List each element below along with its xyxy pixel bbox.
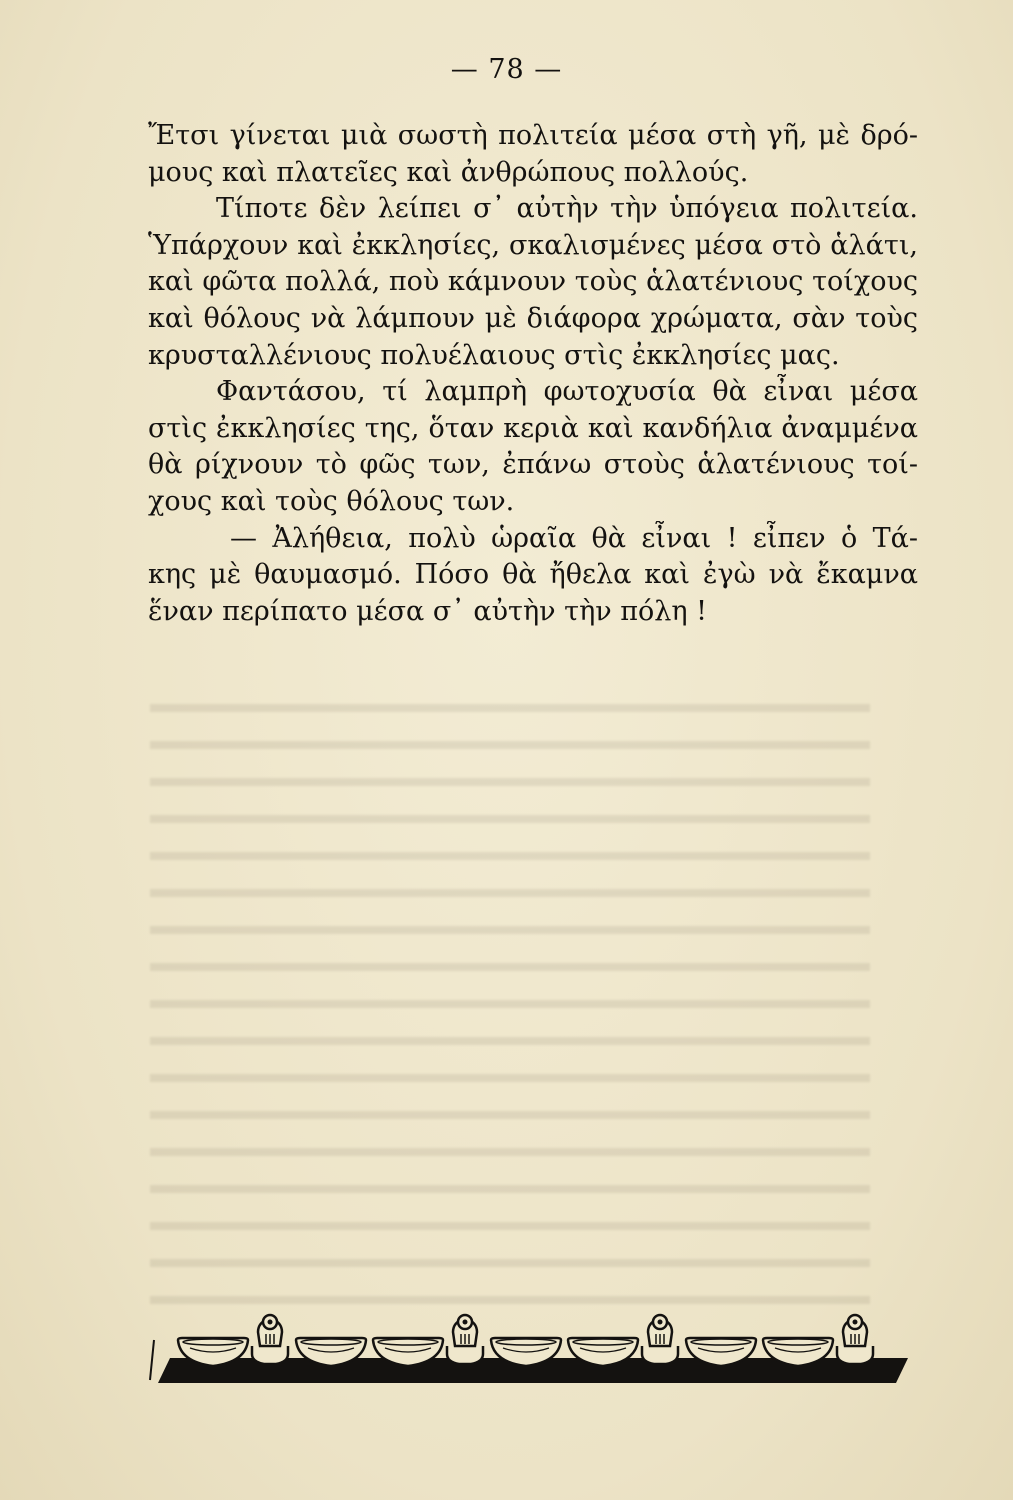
page-number: — 78 — <box>450 54 563 85</box>
text-line: καὶ φῶτα πολλά, ποὺ κάμνουν τοὺς ἁλατένιους τοίχους <box>148 266 918 298</box>
salt-bowls-ornament-icon <box>148 1310 918 1385</box>
text-line: Φαντάσου, τί λαμπρὴ φωτοχυσία θὰ εἶναι μέσα <box>216 376 918 408</box>
body-text <box>148 118 918 630</box>
text-line: χους καὶ τοὺς θόλους των. <box>148 485 515 517</box>
bowl-group <box>763 1315 873 1366</box>
text-line: καὶ θόλους νὰ λάμπουν μὲ διάφορα χρώματα, σὰν τοὺς <box>148 302 918 334</box>
text-line: Τίποτε δὲν λείπει σ᾽ αὐτὴν τὴν ὑπόγεια πολιτεία. <box>216 193 918 225</box>
text-line: μους καὶ πλατεῖες καὶ ἀνθρώπους πολλούς. <box>148 156 749 188</box>
text-line: κης μὲ θαυμασμό. Πόσο θὰ ἤθελα καὶ ἐγὼ νὰ ἔκαμνα <box>148 559 918 591</box>
text-line: κρυσταλλένιους πολυέλαιους στὶς ἐκκλησίες μας. <box>148 339 840 371</box>
text-line: θὰ ρίχνουν τὸ φῶς των, ἐπάνω στοὺς ἁλατένιους τοί- <box>148 449 918 481</box>
bowl-group <box>178 1315 366 1366</box>
text-line: — Ἀλήθεια, πολὺ ὡραῖα θὰ εἶναι ! εἶπεν ὁ Τά- <box>230 522 918 554</box>
show-through-text <box>150 690 870 1330</box>
bowl-group <box>373 1315 561 1366</box>
text-line: ἕναν περίπατο μέσα σ᾽ αὐτὴν τὴν πόλη ! <box>148 595 707 627</box>
text-line: Ὑπάρχουν καὶ ἐκκλησίες, σκαλισμένες μέσα στὸ ἁλάτι, <box>148 229 918 261</box>
text-line: στὶς ἐκκλησίες της, ὅταν κεριὰ καὶ κανδήλια ἀναμμένα <box>148 412 918 444</box>
text-line: Ἔτσι γίνεται μιὰ σωστὴ πολιτεία μέσα στὴ γῆ, μὲ δρό- <box>148 120 918 151</box>
bowl-group <box>568 1315 756 1366</box>
